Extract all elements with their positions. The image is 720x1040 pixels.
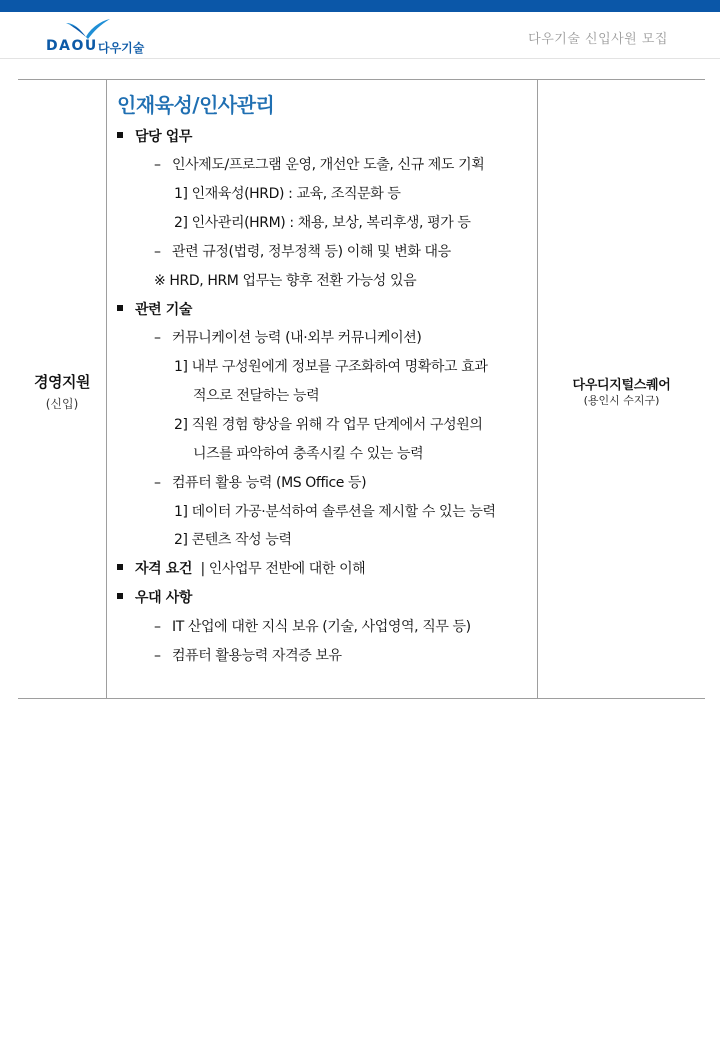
skill-sub-item-continued: 적으로 전달하는 능력 [193,388,320,404]
top-accent-bar [0,0,720,12]
skill-sub-item-continued: 니즈를 파악하여 충족시킬 수 있는 능력 [193,446,424,462]
skill-sub-item: 2] 콘텐츠 작성 능력 [174,532,292,548]
requirements-row: 자격 요건 | 인사업무 전반에 대한 이해 [117,558,365,578]
skill-sub-item: 2] 직원 경험 향상을 위해 각 업무 단계에서 구성원의 [174,417,483,433]
skill-sub-item: 1] 데이터 가공·분석하여 솔루션을 제시할 수 있는 능력 [174,504,496,520]
department-cell [18,80,107,698]
page-header [0,12,720,59]
location-cell [538,80,705,698]
company-logo [46,19,156,55]
skills-heading: 관련 기술 [117,299,192,319]
skill-item: – 컴퓨터 활용 능력 (MS Office 등) [154,475,367,491]
duty-sub-item: 2] 인사관리(HRM) : 채용, 보상, 복리후생, 평가 등 [174,215,471,231]
duty-sub-item: 1] 인재육성(HRD) : 교육, 조직문화 등 [174,186,401,202]
logo-wordmark-ko: 다우기술 [98,41,145,55]
job-table [18,79,705,699]
preferred-item: – 컴퓨터 활용능력 자격증 보유 [154,648,342,664]
location-detail: (용인시 수지구) [583,394,660,407]
job-title: 인재육성/인사관리 [117,93,275,117]
location-name: 다우디지털스퀘어 [572,378,671,393]
square-bullet-icon [117,593,123,599]
preferred-heading: 우대 사항 [117,587,192,607]
wing-logo-icon [64,19,112,39]
square-bullet-icon [117,132,123,138]
duties-heading: 담당 업무 [117,126,192,146]
department-type: (신입) [45,397,79,411]
duty-note: ※ HRD, HRM 업무는 향후 전환 가능성 있음 [154,273,417,289]
square-bullet-icon [117,564,123,570]
skill-item: – 커뮤니케이션 능력 (내·외부 커뮤니케이션) [154,330,422,346]
duty-item: – 관련 규정(법령, 정부정책 등) 이해 및 변화 대응 [154,244,451,260]
skill-sub-item: 1] 내부 구성원에게 정보를 구조화하여 명확하고 효과 [174,359,488,375]
square-bullet-icon [117,305,123,311]
department-name: 경영지원 [34,373,90,391]
duty-item: – 인사제도/프로그램 운영, 개선안 도출, 신규 제도 기획 [154,157,485,173]
logo-wordmark-en: DAOU [46,38,98,54]
header-title: 다우기술 신입사원 모집 [528,32,668,47]
job-description-cell [107,80,538,698]
preferred-item: – IT 산업에 대한 지식 보유 (기술, 사업영역, 직무 등) [154,619,471,635]
